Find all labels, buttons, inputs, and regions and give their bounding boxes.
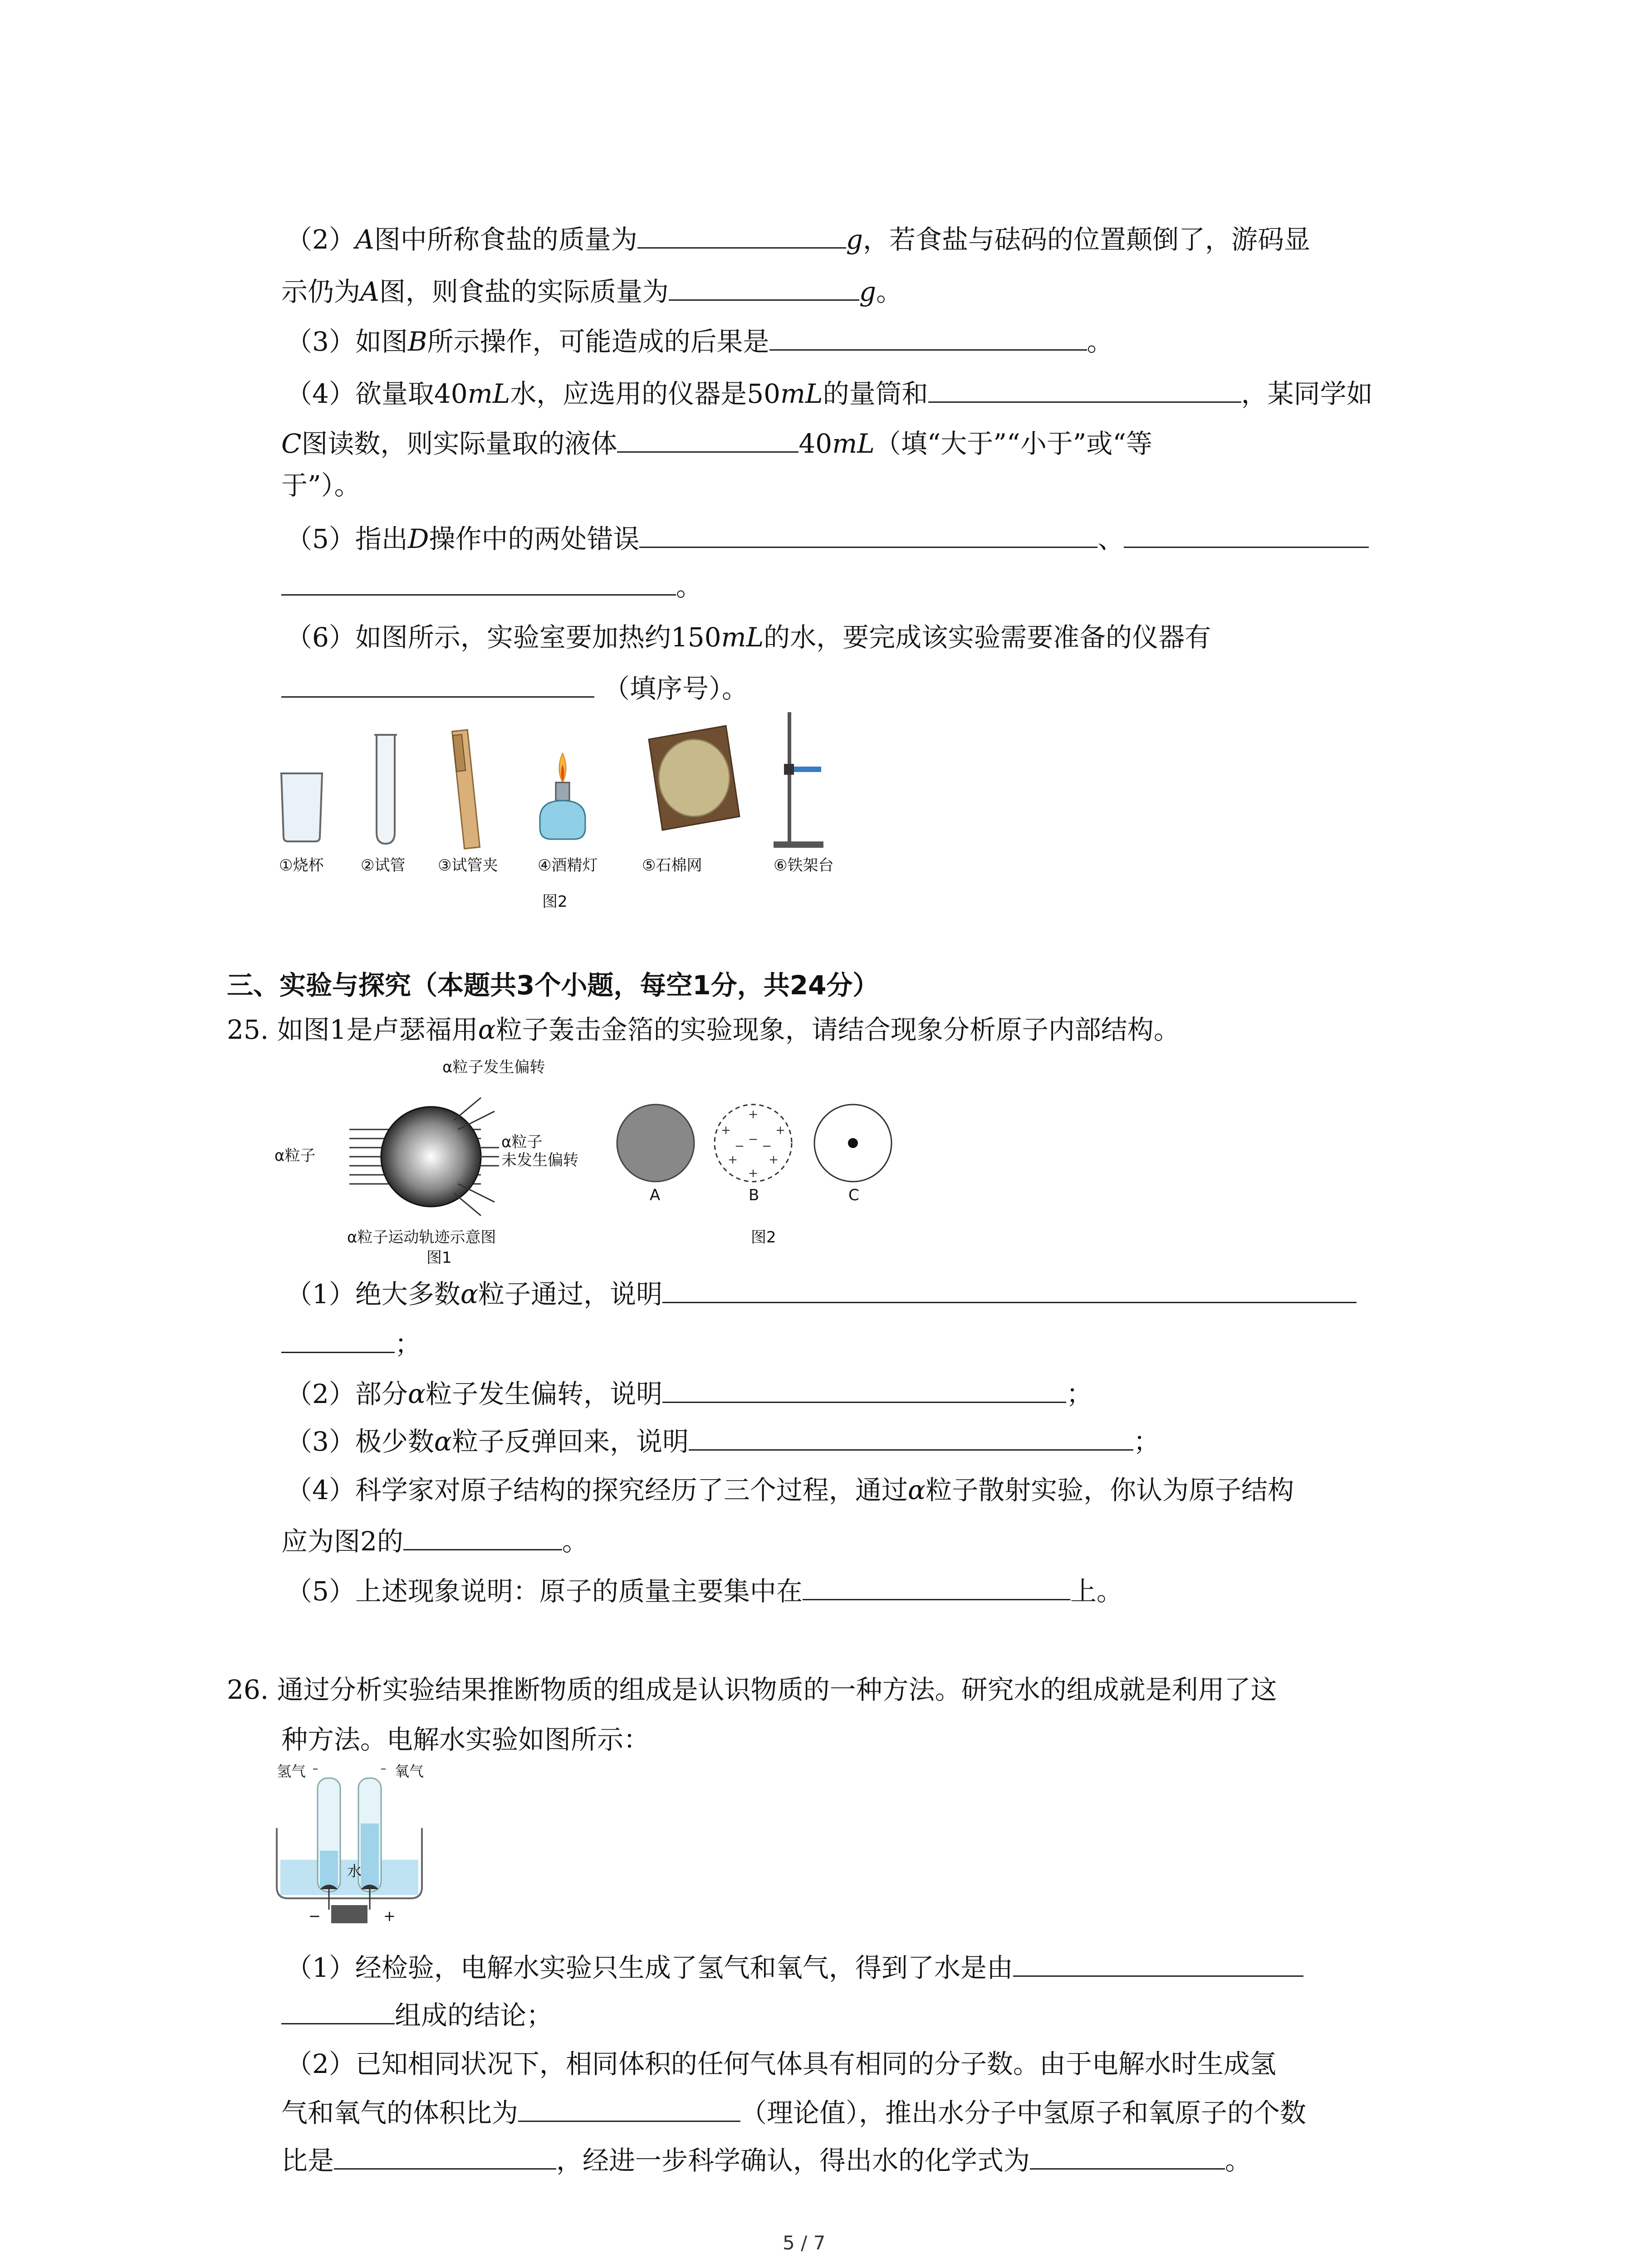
answer-blank[interactable] <box>639 519 1097 548</box>
beaker-icon <box>280 773 323 841</box>
answer-blank[interactable] <box>518 2093 740 2122</box>
label-water: 水 <box>347 1862 362 1880</box>
answer-blank[interactable] <box>1013 1948 1303 1977</box>
svg-text:+: + <box>775 1124 785 1137</box>
q24-part6-line1: （6）如图所示，实验室要加热约150mL的水，要完成该实验需要准备的仪器有 <box>286 622 1211 653</box>
fig1-caption: 图1 <box>426 1249 452 1267</box>
fig1-label-undeflected-1: α粒子 <box>501 1133 543 1151</box>
fig1-label-deflected: α粒子发生偏转 <box>442 1058 545 1076</box>
svg-text:−: − <box>748 1133 758 1146</box>
model-b-icon <box>715 1105 792 1182</box>
q25-part5: （5）上述现象说明：原子的质量主要集中在 上。 <box>286 1572 1123 1609</box>
answer-blank[interactable] <box>403 1522 562 1550</box>
answer-blank[interactable] <box>769 322 1087 351</box>
electrode-positive: + <box>383 1907 396 1925</box>
fig1-label-undeflected-2: 未发生偏转 <box>501 1151 578 1169</box>
q25-part2: （2）部分α粒子发生偏转，说明 ； <box>286 1374 1092 1412</box>
q24-part5-line1: （5）指出D操作中的两处错误 、 <box>286 519 1369 557</box>
fig2-caption: 图2 <box>751 1228 776 1246</box>
svg-text:−: − <box>762 1139 772 1153</box>
q24-part2-line2: 示仍为A图，则食盐的实际质量为 g。 <box>281 272 902 310</box>
label-hydrogen: 氢气 <box>277 1763 306 1780</box>
asbestos-gauze-icon <box>649 726 740 830</box>
svg-text:+: + <box>728 1153 738 1167</box>
iron-stand-icon <box>774 712 823 848</box>
answer-blank[interactable] <box>928 374 1241 403</box>
answer-blank[interactable] <box>689 1422 1133 1451</box>
q25-part1-line1: （1）绝大多数α粒子通过，说明 <box>286 1275 1357 1312</box>
answer-blank[interactable] <box>617 424 798 453</box>
test-tube-icon <box>374 735 397 844</box>
instrument-label: ①烧杯 <box>279 856 324 875</box>
q24-part4-line2: C图读数，则实际量取的液体 40mL（填“大于”“小于”或“等 <box>281 424 1152 462</box>
q24-part4-line3: 于”）。 <box>281 470 361 501</box>
q26-intro-line2: 种方法。电解水实验如图所示： <box>281 1724 650 1755</box>
q25-part4-line1: （4）科学家对原子结构的探究经历了三个过程，通过α粒子散射实验，你认为原子结构 <box>286 1475 1294 1505</box>
answer-blank[interactable] <box>281 1996 395 2024</box>
model-label: C <box>848 1186 859 1204</box>
answer-blank[interactable] <box>1124 519 1369 548</box>
electrolysis-apparatus <box>272 1769 436 1923</box>
q26-intro-line1: 26. 通过分析实验结果推断物质的组成是认识物质的一种方法。研究水的组成就是利用了这 <box>227 1674 1277 1705</box>
model-c-icon <box>814 1105 892 1182</box>
fig1-label-trajectory: α粒子运动轨迹示意图 <box>347 1228 496 1246</box>
section-heading: 三、实验与探究（本题共3个小题，每空1分，共24分） <box>227 970 879 1001</box>
atom-models-figure <box>612 1100 975 1209</box>
instrument-label: ③试管夹 <box>438 856 498 875</box>
answer-blank[interactable] <box>662 1275 1357 1303</box>
q24-part3: （3）如图B所示操作，可能造成的后果是 。 <box>286 322 1113 360</box>
instrument-label: ②试管 <box>361 856 406 875</box>
alcohol-lamp-icon <box>540 753 585 839</box>
answer-blank[interactable] <box>669 272 859 301</box>
instrument-label: ④酒精灯 <box>538 856 598 875</box>
answer-blank[interactable] <box>662 1374 1066 1403</box>
answer-blank[interactable] <box>334 2141 556 2170</box>
q26-part1-line1: （1）经检验，电解水实验只生成了氢气和氧气，得到了水是由 <box>286 1948 1303 1986</box>
figure-caption: 图2 <box>542 893 568 911</box>
q25-part4-line2: 应为图2的 。 <box>281 1522 588 1559</box>
svg-text:−: − <box>735 1139 745 1153</box>
q24-part5-line2: 。 <box>281 567 702 605</box>
q24-part2-line1: （2）A图中所称食盐的质量为 g，若食盐与砝码的位置颠倒了，游码显 <box>286 220 1310 258</box>
instrument-label: ⑥铁架台 <box>774 856 834 875</box>
answer-blank[interactable] <box>281 1325 395 1353</box>
q25-part3: （3）极少数α粒子反弹回来，说明 ； <box>286 1422 1160 1460</box>
answer-blank[interactable] <box>1030 2141 1225 2170</box>
electrode-negative: − <box>309 1907 321 1925</box>
q25-part1-line2: ； <box>281 1325 421 1362</box>
q24-part6-line2: （填序号）。 <box>281 669 748 707</box>
answer-blank[interactable] <box>803 1572 1070 1600</box>
answer-blank[interactable] <box>637 220 846 249</box>
answer-blank[interactable] <box>281 567 676 596</box>
alpha-scattering-diagram <box>349 1080 522 1229</box>
svg-text:+: + <box>748 1167 758 1180</box>
fig1-label-alpha: α粒子 <box>274 1147 316 1165</box>
svg-text:+: + <box>748 1108 758 1121</box>
instrument-label: ⑤石棉网 <box>642 856 702 875</box>
svg-text:+: + <box>721 1124 731 1137</box>
answer-blank[interactable] <box>281 669 594 698</box>
q24-part4-line1: （4）欲量取40mL水，应选用的仪器是50mL的量筒和 ，某同学如 <box>286 374 1373 412</box>
q26-part2-line3: 比是 ，经进一步科学确认，得出水的化学式为 。 <box>281 2141 1251 2179</box>
page-number: 5 / 7 <box>783 2232 826 2254</box>
model-label: B <box>749 1186 759 1204</box>
label-oxygen: 氧气 <box>395 1763 424 1780</box>
test-tube-holder-icon <box>452 730 480 849</box>
svg-text:+: + <box>769 1153 779 1167</box>
model-label: A <box>650 1186 661 1204</box>
q26-part1-line2: 组成的结论； <box>281 1996 553 2033</box>
q25-intro: 25. 如图1是卢瑟福用α粒子轰击金箔的实验现象，请结合现象分析原子内部结构。 <box>227 1014 1180 1045</box>
q26-part2-line1: （2）已知相同状况下，相同体积的任何气体具有相同的分子数。由于电解水时生成氢 <box>286 2048 1276 2079</box>
q26-part2-line2: 气和氧气的体积比为 （理论值），推出水分子中氢原子和氧原子的个数 <box>281 2093 1306 2131</box>
instruments-figure <box>272 708 862 866</box>
model-a-icon <box>617 1105 694 1182</box>
